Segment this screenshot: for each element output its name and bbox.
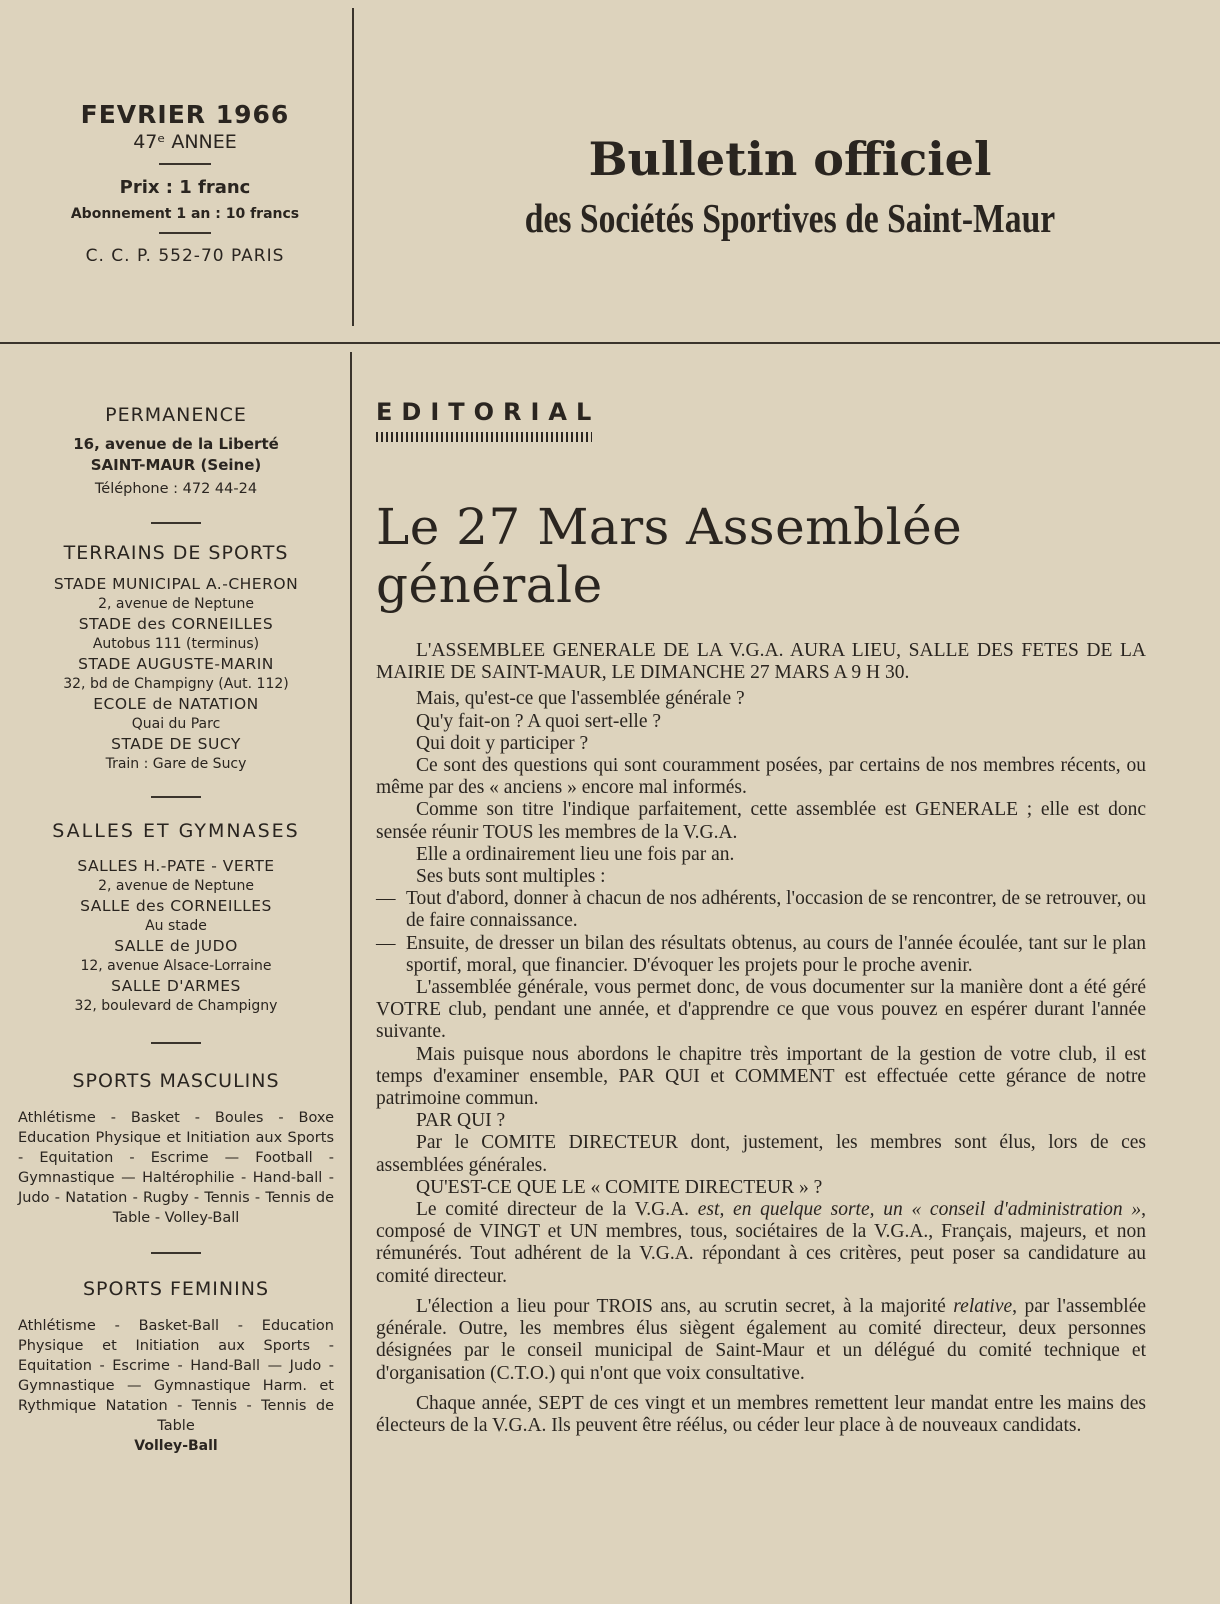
price: Prix : 1 franc xyxy=(119,177,251,198)
masculins-list: Athlétisme - Basket - Boules - Boxe Education Physique et Initiation aux Sports - Equitation - Escrime — Football - Gymnastique — Haltérophilie - Hand-ball - Judo - Natation - Rugby - Tennis - Tennis de Table - Volley-Ball xyxy=(18,1110,334,1226)
list-item xyxy=(376,933,1146,977)
dash-marker: — xyxy=(376,888,396,910)
question: Qui doit y participer ? xyxy=(416,732,589,754)
venue-name: STADE DE SUCY xyxy=(111,735,241,753)
text-run: , composé de VINGT et UN membres, tous, sociétaires de la V.G.A., Français, majeurs, et non rémunérés. Tout adhérent de la V.G.A. répondant à ces critères, peut poser sa candidature au comité directeur. xyxy=(376,1199,1147,1287)
feminins-list: Athlétisme - Basket-Ball - Education Physique et Initiation aux Sports - Equitation - Escrime - Hand-Ball — Judo - Gymnastique — Gymnastique Harm. et Rythmique Natation - Tennis - Tennis de Table xyxy=(18,1318,334,1434)
paragraph: Mais puisque nous abordons le chapitre très important de la gestion de votre club, il est temps d'examiner ensemble, PAR QUI et COMMENT est effectuée cette gérance de notre patrimoine commun. xyxy=(376,1043,1146,1110)
italic-run: relative xyxy=(953,1295,1013,1317)
section-label: EDITORIAL xyxy=(376,398,601,426)
separator xyxy=(159,163,211,165)
issue-date: FEVRIER 1966 xyxy=(80,100,290,129)
list-item-text: Ensuite, de dresser un bilan des résultats obtenus, au cours de l'année écoulée, tant sur le plan sportif, moral, que financier. D'évoquer les projets pour le proche avenir. xyxy=(406,932,1146,976)
venue-detail: 2, avenue de Neptune xyxy=(98,878,254,894)
venue-detail: 32, boulevard de Champigny xyxy=(74,998,278,1014)
venue-name: SALLE de JUDO xyxy=(114,937,238,955)
italic-run: est, en quelque sorte, un « conseil d'administration » xyxy=(697,1199,1142,1221)
section-rule xyxy=(376,432,592,442)
issue-info xyxy=(40,100,330,266)
issue-year: 47ᵉ ANNEE xyxy=(133,131,237,153)
paragraph: Ses buts sont multiples : xyxy=(416,866,606,888)
separator xyxy=(151,1042,201,1044)
phone: Téléphone : 472 44-24 xyxy=(94,481,258,497)
paragraph: Par le COMITE DIRECTEUR dont, justement, les membres sont élus, lors de ces assemblées générales. xyxy=(376,1132,1146,1176)
paragraph xyxy=(376,1199,1146,1288)
masculins-heading: SPORTS MASCULINS xyxy=(72,1070,280,1092)
address-line: SAINT-MAUR (Seine) xyxy=(90,456,262,474)
feminins-last: Volley-Ball xyxy=(134,1438,218,1454)
separator xyxy=(151,522,201,524)
list-item xyxy=(376,888,1146,932)
title-line-1: Bulletin officiel xyxy=(588,132,992,186)
sidebar xyxy=(18,404,334,1456)
article-body xyxy=(376,640,1146,1437)
text-run: Le comité directeur de la V.G.A. xyxy=(416,1199,690,1221)
venue-name: STADE AUGUSTE-MARIN xyxy=(78,655,274,673)
paragraph: Ce sont des questions qui sont couramment posées, par certains de nos membres récents, ou même par des « anciens » encore mal informés. xyxy=(376,755,1146,799)
venue-detail: Au stade xyxy=(145,918,207,934)
dash-marker: — xyxy=(376,932,396,954)
subscription: Abonnement 1 an : 10 francs xyxy=(70,206,300,222)
venue-detail: Autobus 111 (terminus) xyxy=(92,636,260,652)
text-run: , par l'assemblée générale. Outre, les membres élus siègent également au comité directeur, deux personnes désignées par le conseil municipal de Saint-Maur et un délégué du comité technique et d'organisation (C.T.O.) qui n'ont que voix consultative. xyxy=(376,1295,1146,1384)
title-line-2: des Sociétés Sportives de Saint-Maur xyxy=(524,195,1056,241)
masthead-divider xyxy=(352,8,354,326)
column-divider xyxy=(350,352,352,1604)
ccp-number: C. C. P. 552-70 PARIS xyxy=(85,246,285,266)
separator xyxy=(151,1252,201,1254)
paragraph xyxy=(376,1296,1146,1385)
paragraph: Comme son titre l'indique parfaitement, cette assemblée est GENERALE ; elle est donc sensée réunir TOUS les membres de la V.G.A. xyxy=(376,799,1146,843)
text-run: L'élection a lieu pour TROIS ans, au scrutin secret, à la majorité xyxy=(416,1295,946,1317)
editorial-article xyxy=(376,398,1146,1437)
venue-detail: Quai du Parc xyxy=(131,716,221,732)
venue-detail: 32, bd de Champigny (Aut. 112) xyxy=(63,676,289,692)
question: Qu'y fait-on ? A quoi sert-elle ? xyxy=(416,710,662,732)
paragraph: Elle a ordinairement lieu une fois par an. xyxy=(416,843,735,865)
feminins-heading: SPORTS FEMININS xyxy=(82,1278,270,1300)
venue-name: SALLE des CORNEILLES xyxy=(80,897,272,915)
lead-paragraph: L'ASSEMBLEE GENERALE DE LA V.G.A. AURA LIEU, SALLE DES FETES DE LA MAIRIE DE SAINT-MAUR, LE DIMANCHE 27 MARS A 9 H 30. xyxy=(376,640,1146,684)
paragraph: L'assemblée générale, vous permet donc, de vous documenter sur la manière dont a été géré VOTRE club, pendant une année, et d'apprendre ce que vous pouvez en espérer durant l'année suivante. xyxy=(376,977,1146,1043)
venue-name: STADE MUNICIPAL A.-CHERON xyxy=(53,575,299,593)
address-line: 16, avenue de la Liberté xyxy=(73,435,279,453)
venue-detail: Train : Gare de Sucy xyxy=(105,756,247,772)
venue-name: ECOLE de NATATION xyxy=(93,695,259,713)
venue-name: STADE des CORNEILLES xyxy=(78,615,274,633)
bulletin-title xyxy=(380,132,1200,242)
separator xyxy=(151,796,201,798)
venue-name: SALLE D'ARMES xyxy=(111,977,241,995)
paragraph: Chaque année, SEPT de ces vingt et un membres remettent leur mandat entre les mains des électeurs de la V.G.A. Ils peuvent être réélus, ou céder leur place à de nouveaux candidats. xyxy=(376,1392,1146,1436)
venue-detail: 12, avenue Alsace-Lorraine xyxy=(80,958,272,974)
question: Mais, qu'est-ce que l'assemblée générale ? xyxy=(416,688,745,710)
separator xyxy=(159,232,211,234)
venue-detail: 2, avenue de Neptune xyxy=(98,596,254,612)
subheading: QU'EST-CE QUE LE « COMITE DIRECTEUR » ? xyxy=(416,1176,823,1198)
subheading: PAR QUI ? xyxy=(416,1110,506,1132)
permanence-heading: PERMANENCE xyxy=(105,404,247,426)
venue-name: SALLES H.-PATE - VERTE xyxy=(77,857,275,875)
headline: Le 27 Mars Assemblée générale xyxy=(376,498,963,614)
salles-heading: SALLES ET GYMNASES xyxy=(52,820,300,842)
list-item-text: Tout d'abord, donner à chacun de nos adhérents, l'occasion de se rencontrer, de se retrouver, ou de faire connaissance. xyxy=(406,888,1146,932)
terrains-heading: TERRAINS DE SPORTS xyxy=(63,542,289,564)
horizontal-rule xyxy=(0,342,1220,344)
